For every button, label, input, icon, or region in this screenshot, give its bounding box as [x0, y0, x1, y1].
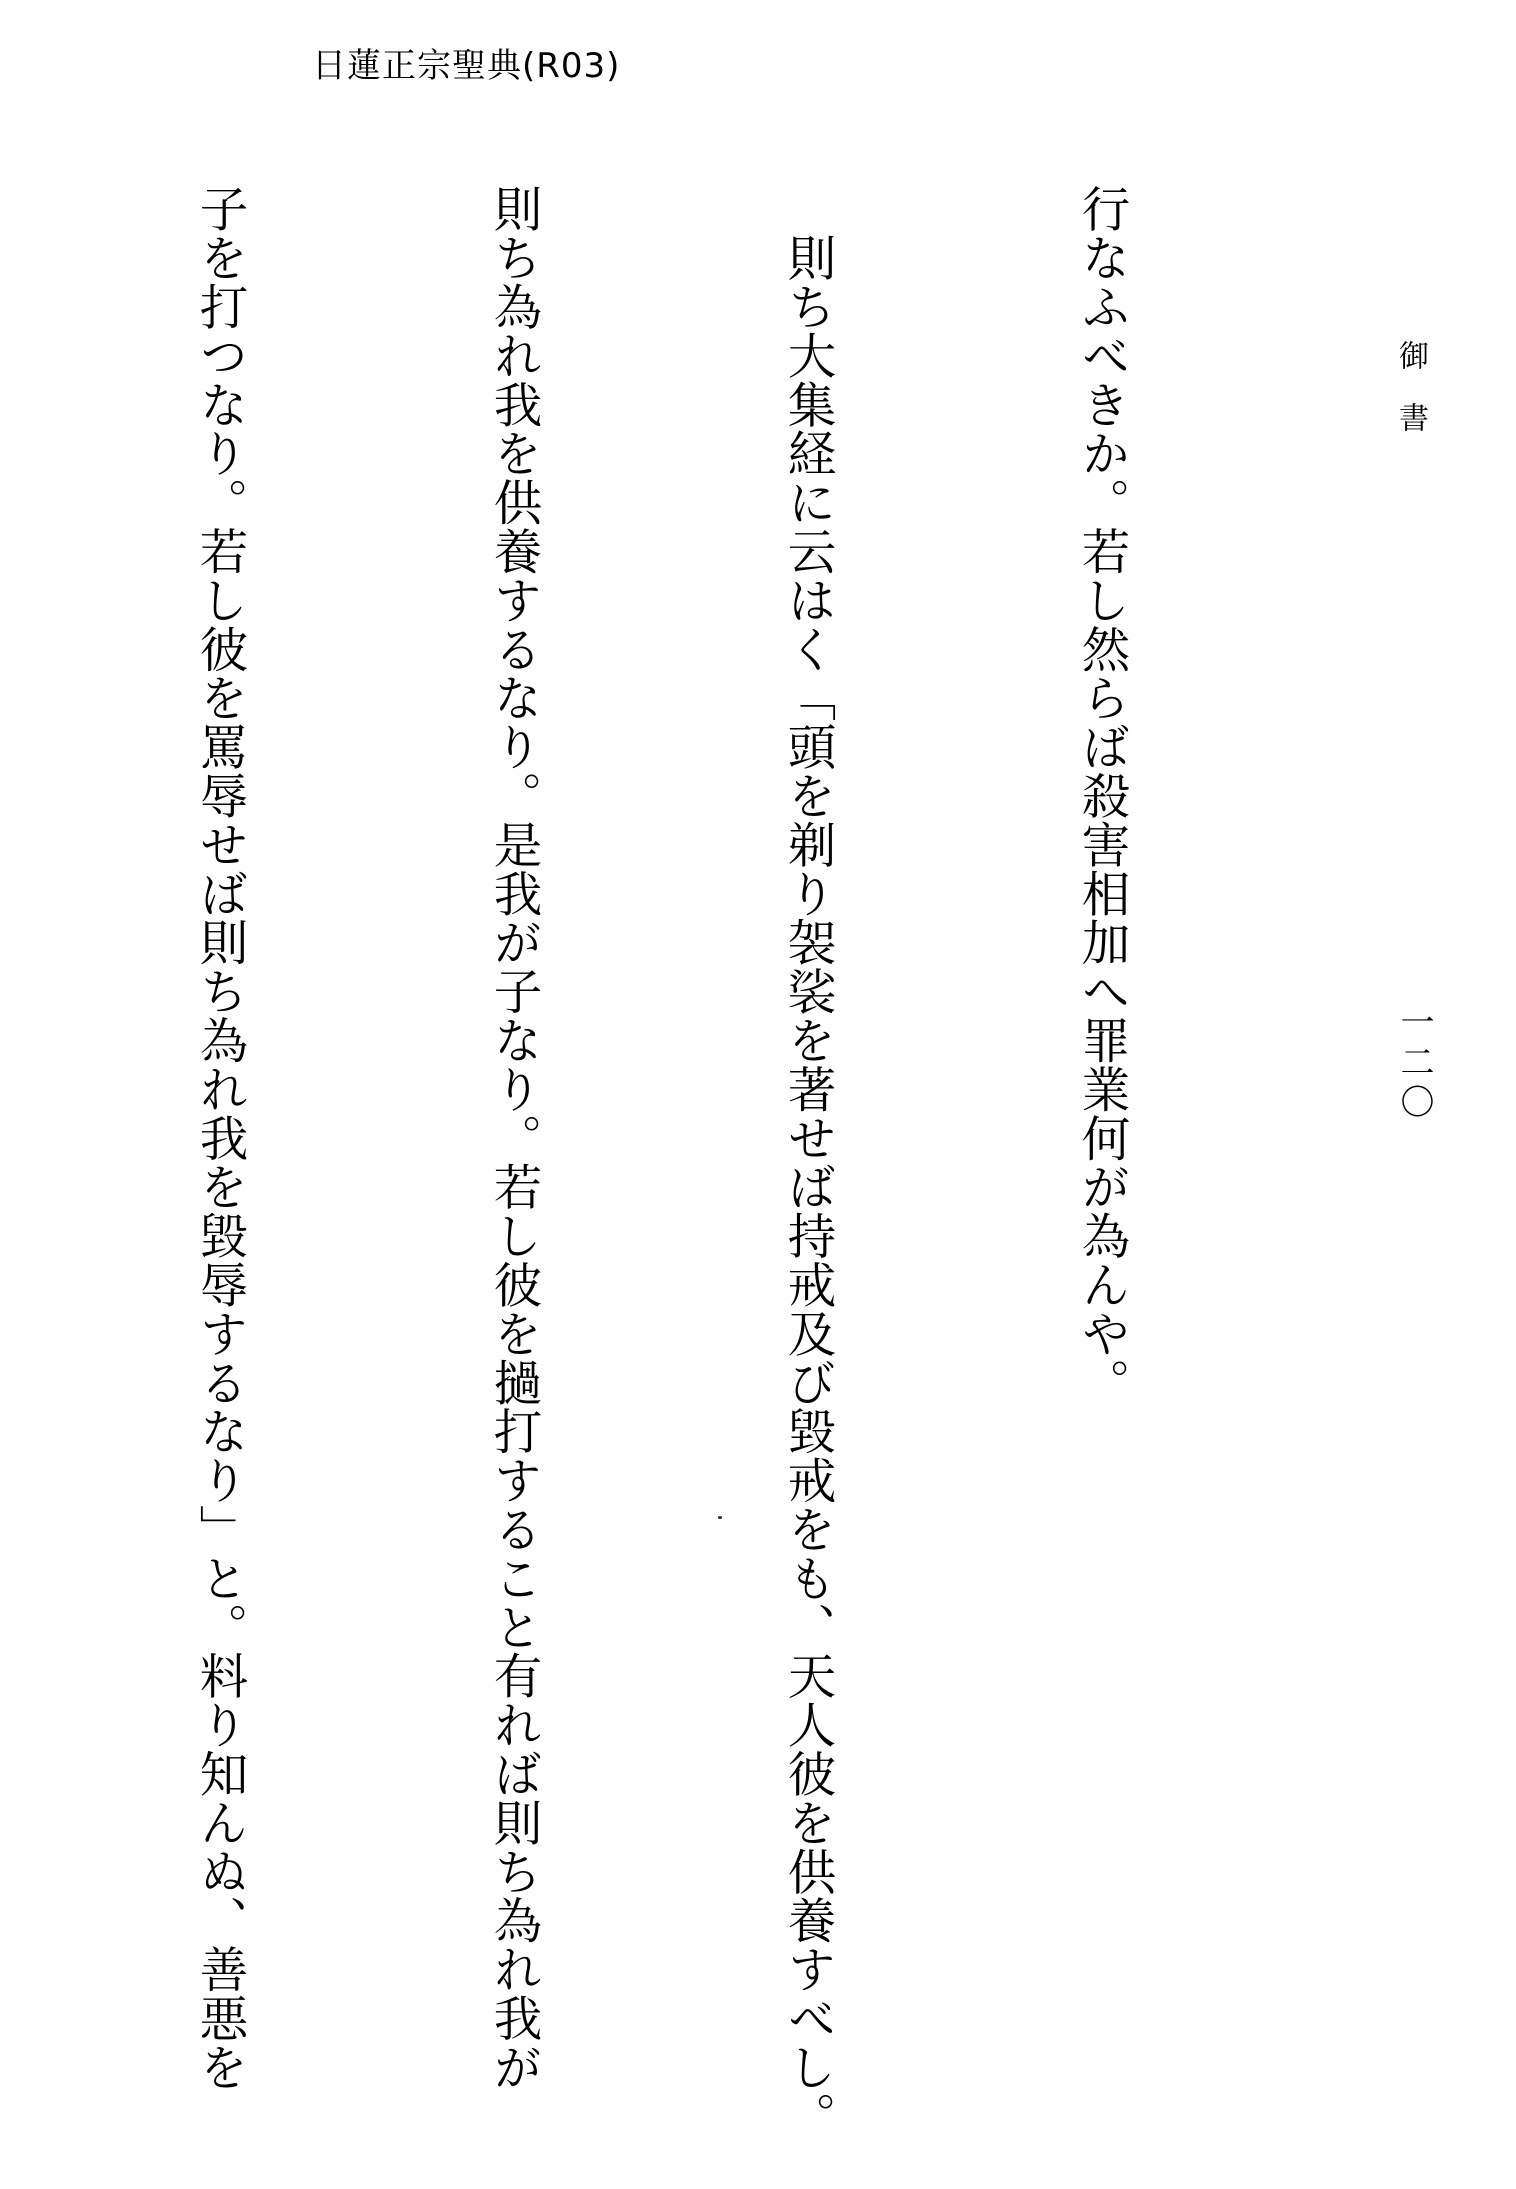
text-line: 則ち大集経に云はく「頭を剃り袈裟を著せば持戒及び毀戒をも、天人彼を供養すべし。	[779, 184, 835, 2140]
page-number: 一二〇	[1394, 1004, 1434, 1124]
text-line: 則ち為れ我を供養するなり。是我が子なり。若し彼を撾打すること有れば則ち為れ我が	[485, 184, 541, 2092]
section-label: 御書	[1393, 340, 1428, 464]
scan-speck	[718, 1516, 722, 1519]
text-line: 行なふべきか。若し然らば殺害相加へ罪業何が為んや。	[1073, 184, 1129, 1407]
page-header-title: 日蓮正宗聖典(R03)	[312, 46, 621, 86]
body-text	[191, 184, 1346, 2140]
text-line: 子を打つなり。若し彼を罵辱せば則ち為れ我を毀辱するなり」と。料り知んぬ、善悪を	[191, 184, 247, 2092]
